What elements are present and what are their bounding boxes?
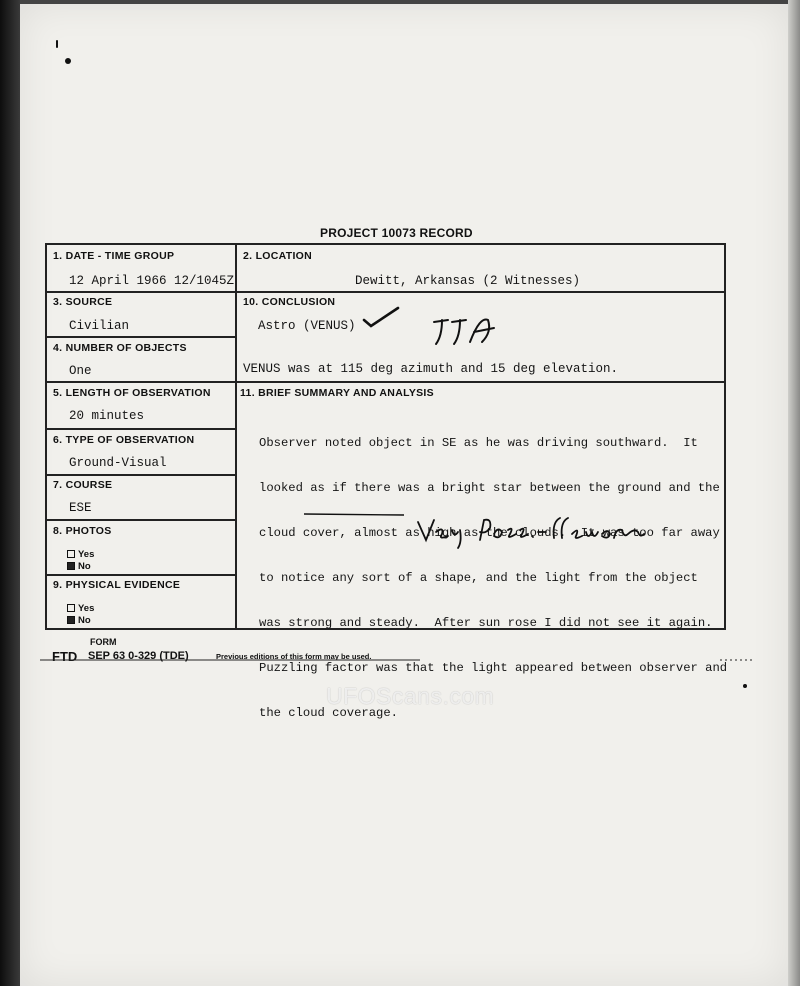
handwritten-initials	[430, 314, 498, 350]
physical-yes-option	[67, 603, 94, 614]
footer-rule	[40, 658, 760, 662]
course-value: ESE	[69, 501, 92, 515]
row-divider	[47, 428, 236, 430]
date-time-value: 12 April 1966 12/1045Z	[69, 274, 235, 288]
row-divider	[47, 574, 236, 576]
physical-evidence-label: 9. PHYSICAL EVIDENCE	[53, 579, 181, 591]
checkbox-icon	[67, 604, 75, 612]
form-title: PROJECT 10073 RECORD	[320, 226, 473, 240]
conclusion-detail: VENUS was at 115 deg azimuth and 15 deg elevation.	[243, 362, 619, 376]
photos-yes-option	[67, 549, 94, 560]
type-of-observation-label: 6. TYPE OF OBSERVATION	[53, 434, 195, 446]
photos-label: 8. PHOTOS	[53, 525, 112, 537]
number-of-objects-value: One	[69, 364, 92, 378]
source-label: 3. SOURCE	[53, 296, 113, 308]
source-value: Civilian	[69, 319, 130, 333]
scan-speck	[743, 684, 747, 688]
checkbox-icon	[67, 550, 75, 558]
physical-no-option	[67, 615, 91, 626]
summary-line: looked as if there was a bright star between the ground and the	[259, 481, 720, 495]
conclusion-label: 10. CONCLUSION	[243, 296, 336, 308]
scan-speck	[56, 40, 58, 48]
footer-note: Previous editions of this form may be used.	[216, 652, 372, 661]
row-divider	[47, 519, 236, 521]
summary-line: cloud cover, almost as high as the clouds. It was too far away	[259, 526, 720, 540]
summary-line: Observer noted object in SE as he was driving southward. It	[259, 436, 698, 450]
column-divider	[235, 245, 237, 628]
length-of-observation-value: 20 minutes	[69, 409, 145, 423]
location-label: 2. LOCATION	[243, 250, 313, 262]
row-divider	[47, 336, 236, 338]
photos-no-label: No	[78, 561, 91, 572]
summary-line: was strong and steady. After sun rose I did not see it again.	[259, 616, 713, 630]
summary-label: 11. BRIEF SUMMARY AND ANALYSIS	[240, 387, 434, 399]
checkmark-icon	[362, 304, 402, 330]
row-divider	[47, 291, 726, 293]
footer-form-word: FORM	[90, 637, 117, 647]
summary-line: to notice any sort of a shape, and the light from the object	[259, 571, 698, 585]
scan-right-edge	[788, 0, 800, 986]
footer-form-code-text: SEP 63 0-329 (TDE)	[88, 650, 189, 662]
photos-yes-label: Yes	[78, 549, 95, 560]
watermark: UFOScans.com	[326, 683, 495, 709]
checked-box-icon	[67, 616, 75, 624]
checked-box-icon	[67, 562, 75, 570]
number-of-objects-label: 4. NUMBER OF OBJECTS	[53, 342, 187, 354]
handwritten-note	[414, 512, 654, 552]
physical-no-label: No	[78, 615, 91, 626]
handwritten-underline	[300, 510, 410, 518]
length-of-observation-label: 5. LENGTH OF OBSERVATION	[53, 387, 211, 399]
scan-left-edge	[0, 0, 20, 986]
conclusion-value: Astro (VENUS)	[258, 319, 356, 333]
footer-agency: FTD	[52, 649, 78, 664]
date-time-label: 1. DATE - TIME GROUP	[53, 250, 175, 262]
course-label: 7. COURSE	[53, 479, 113, 491]
scan-speck	[65, 58, 71, 64]
type-of-observation-value: Ground-Visual	[69, 456, 167, 470]
row-divider	[47, 381, 726, 383]
location-value: Dewitt, Arkansas (2 Witnesses)	[355, 274, 581, 288]
summary-line: Puzzling factor was that the light appeared between observer and	[259, 661, 728, 675]
summary-line: the cloud coverage.	[259, 706, 398, 720]
photos-no-option	[67, 561, 91, 572]
row-divider	[47, 474, 236, 476]
physical-yes-label: Yes	[78, 603, 95, 614]
